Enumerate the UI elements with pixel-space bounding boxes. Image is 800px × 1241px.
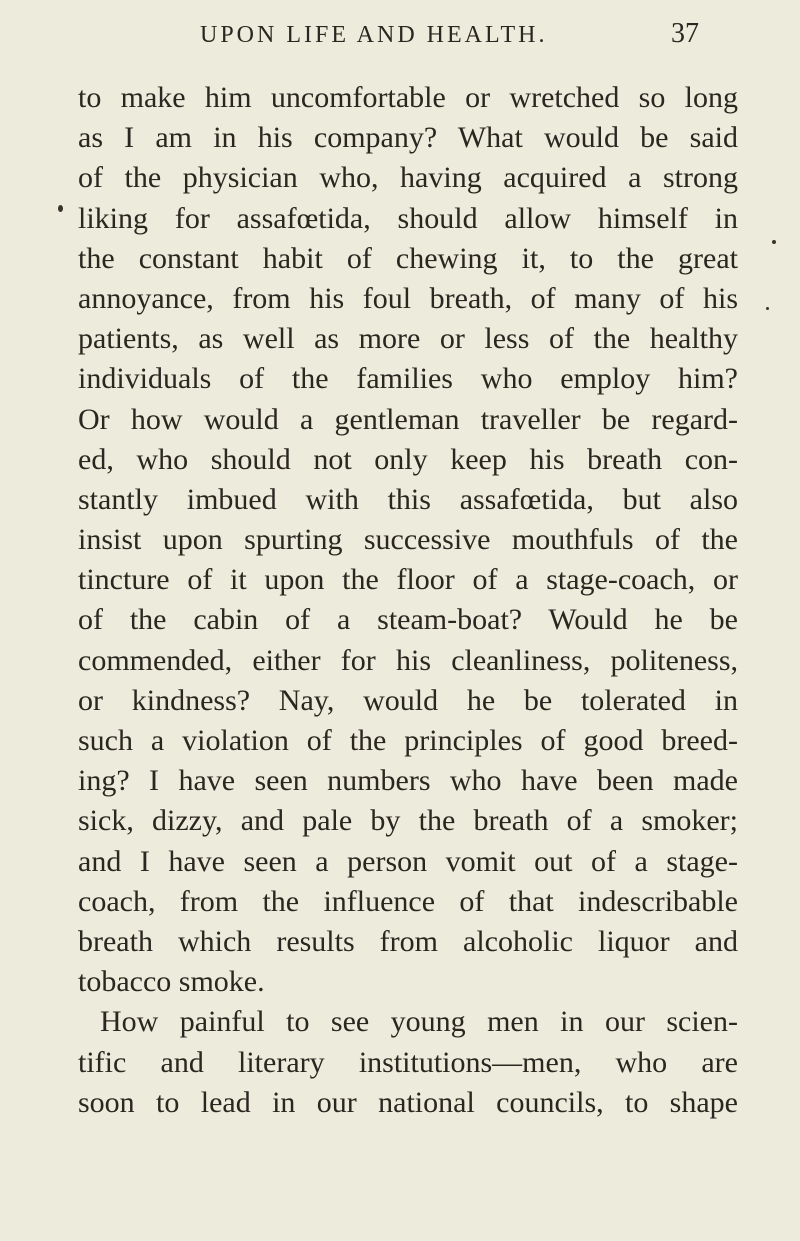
text-line: liking for assafœtida, should allow himself in	[78, 201, 738, 235]
text-line: How painful to see young men in our scien-	[100, 1005, 738, 1039]
ink-speck	[772, 240, 776, 244]
page-number: 37	[671, 18, 699, 49]
text-line: tincture of it upon the floor of a stage-coach, or	[78, 563, 738, 597]
text-line: patients, as well as more or less of the healthy	[78, 322, 738, 356]
text-line: annoyance, from his foul breath, of many of his	[78, 281, 738, 315]
text-line: ed, who should not only keep his breath con-	[78, 442, 738, 476]
text-line: sick, dizzy, and pale by the breath of a smoker;	[78, 804, 738, 838]
text-line: soon to lead in our national councils, to shape	[78, 1085, 738, 1119]
text-line: individuals of the families who employ him?	[78, 362, 738, 396]
text-line: stantly imbued with this assafœtida, but also	[78, 482, 738, 516]
text-line: tific and literary institutions—men, who are	[78, 1045, 738, 1079]
ink-speck	[58, 205, 63, 212]
text-line: of the cabin of a steam-boat? Would he be	[78, 603, 738, 637]
running-head: UPON LIFE AND HEALTH.	[200, 22, 548, 48]
text-line: as I am in his company? What would be said	[78, 121, 738, 155]
text-line: of the physician who, having acquired a strong	[78, 161, 738, 195]
text-line: commended, either for his cleanliness, politeness,	[78, 643, 738, 677]
text-line: or kindness? Nay, would he be tolerated in	[78, 683, 738, 717]
ink-speck	[766, 307, 769, 310]
text-line: tobacco smoke.	[78, 965, 265, 999]
text-line: and I have seen a person vomit out of a stage-	[78, 844, 738, 878]
text-line: the constant habit of chewing it, to the great	[78, 241, 738, 275]
text-line: coach, from the influence of that indescribable	[78, 884, 738, 918]
text-line: Or how would a gentleman traveller be regard-	[78, 402, 738, 436]
text-line: insist upon spurting successive mouthfuls of the	[78, 523, 738, 557]
body-text	[78, 78, 738, 1123]
text-line: ing? I have seen numbers who have been made	[78, 764, 738, 798]
text-line: breath which results from alcoholic liquor and	[78, 924, 738, 958]
text-line: such a violation of the principles of good breed-	[78, 724, 738, 757]
text-line: to make him uncomfortable or wretched so long	[78, 81, 738, 114]
